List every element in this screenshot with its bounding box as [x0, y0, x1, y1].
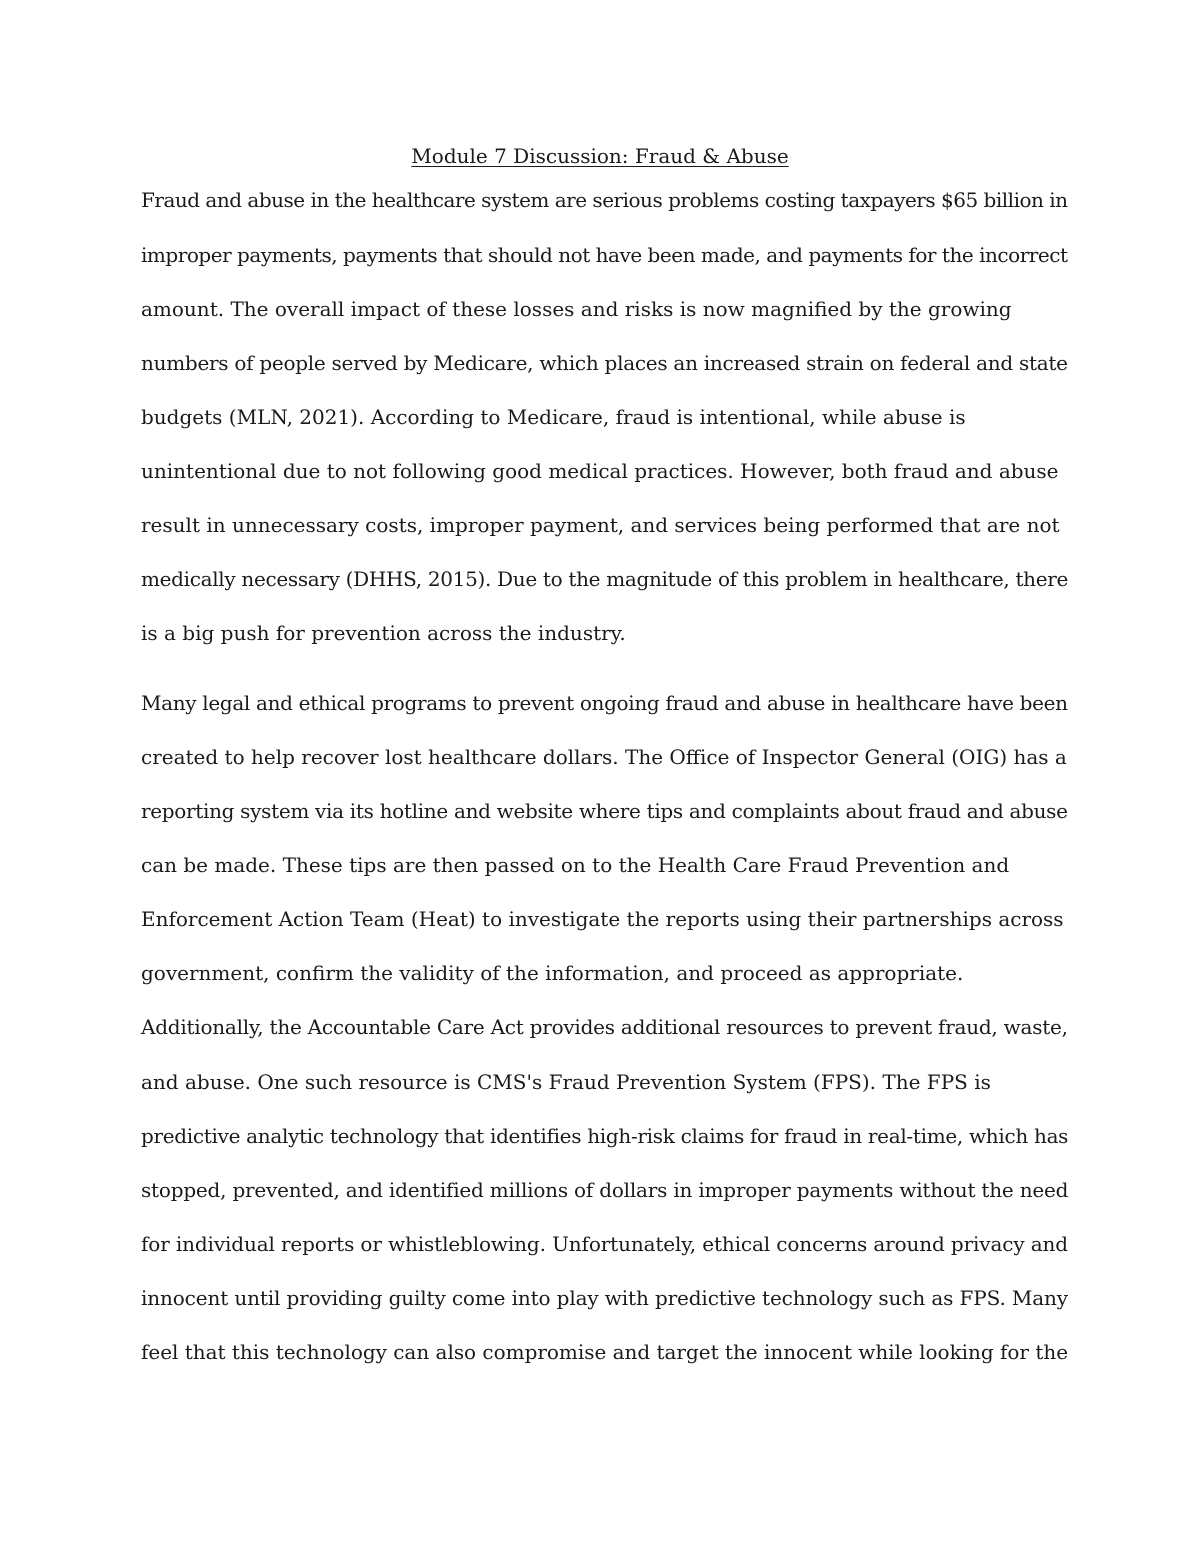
paragraph-1-line: budgets (MLN, 2021). According to Medicare, fraud is intentional, while abuse is [141, 405, 966, 429]
paragraph-1-line: amount. The overall impact of these losses and risks is now magnified by the growing [141, 297, 1012, 321]
paragraph-2-line: and abuse. One such resource is CMS's Fraud Prevention System (FPS). The FPS is [141, 1070, 991, 1094]
paragraph-2-line: can be made. These tips are then passed on to the Health Care Fraud Prevention and [141, 853, 1010, 877]
paragraph-1-line: is a big push for prevention across the industry. [141, 621, 626, 645]
paragraph-2-line: stopped, prevented, and identified millions of dollars in improper payments without the need [141, 1178, 1069, 1202]
paragraph-2-line: Many legal and ethical programs to prevent ongoing fraud and abuse in healthcare have been [141, 691, 1068, 715]
paragraph-2-line: predictive analytic technology that identifies high-risk claims for fraud in real-time, which has [141, 1124, 1069, 1148]
paragraph-2-line: government, confirm the validity of the information, and proceed as appropriate. [141, 961, 964, 985]
paragraph-2-line: reporting system via its hotline and website where tips and complaints about fraud and abuse [141, 799, 1068, 823]
paragraph-1-line: Fraud and abuse in the healthcare system are serious problems costing taxpayers $65 billion in [141, 188, 1068, 212]
paragraph-2-line: for individual reports or whistleblowing. Unfortunately, ethical concerns around privacy and [141, 1232, 1068, 1256]
paragraph-1-line: improper payments, payments that should not have been made, and payments for the incorrect [141, 243, 1068, 267]
document-title: Module 7 Discussion: Fraud & Abuse [411, 144, 789, 168]
paragraph-2-line: innocent until providing guilty come into play with predictive technology such as FPS. Many [141, 1286, 1068, 1310]
paragraph-2-line: created to help recover lost healthcare dollars. The Office of Inspector General (OIG) has a [141, 745, 1067, 769]
paragraph-1-line: unintentional due to not following good medical practices. However, both fraud and abuse [141, 459, 1059, 483]
paragraph-1-line: numbers of people served by Medicare, which places an increased strain on federal and state [141, 351, 1068, 375]
paragraph-2-line: feel that this technology can also compromise and target the innocent while looking for the [141, 1340, 1069, 1364]
paragraph-2-line: Enforcement Action Team (Heat) to investigate the reports using their partnerships across [141, 907, 1064, 931]
paragraph-1-line: medically necessary (DHHS, 2015). Due to the magnitude of this problem in healthcare, there [141, 567, 1069, 591]
paragraph-2-line: Additionally, the Accountable Care Act provides additional resources to prevent fraud, waste, [141, 1015, 1068, 1039]
paragraph-1-line: result in unnecessary costs, improper payment, and services being performed that are not [141, 513, 1060, 537]
